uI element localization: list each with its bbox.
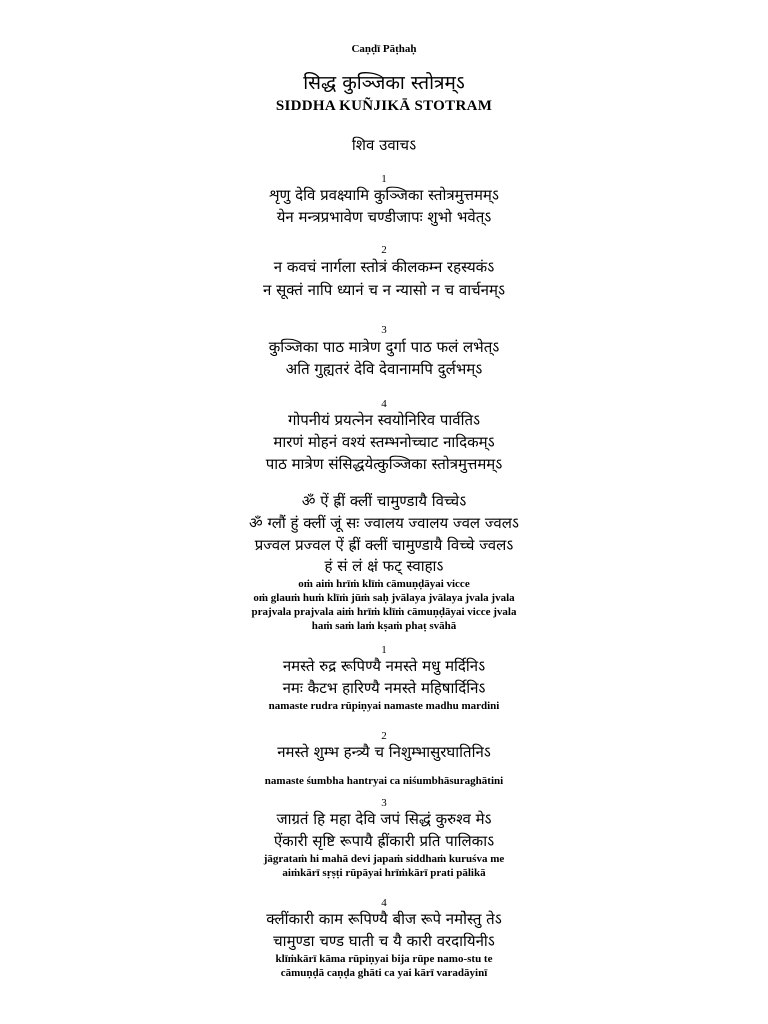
verse-line: ऐंकारी सृष्टि रूपायै ह्रींकारी प्रति पालिकाऽ <box>273 832 495 850</box>
verse-line: शृणु देवि प्रवक्ष्यामि कुञ्जिका स्तोत्रमुत्तमम्ऽ <box>269 186 499 204</box>
title-devanagari: सिद्ध कुञ्जिका स्तोत्रम्ऽ <box>303 72 465 94</box>
verse-line: नमस्ते शुम्भ हन्त्र्यै च निशुम्भासुरघातिनिऽ <box>277 743 491 761</box>
mantra-line: प्रज्वल प्रज्वल ऐं ह्रीं क्लीं चामुण्डायै विच्चे ज्वलऽ <box>254 536 514 554</box>
verse-number: 4 <box>381 398 387 410</box>
verse-number: 2 <box>381 730 387 742</box>
verse-line: पाठ मात्रेण संसिद्धयेत्कुञ्जिका स्तोत्रमुत्तमम्ऽ <box>265 455 503 473</box>
title-latin: SIDDHA KUÑJIKĀ STOTRAM <box>275 98 493 114</box>
verse-transliteration: jāgrataṁ hi mahā devi japaṁ siddhaṁ kuruśva me <box>263 853 505 865</box>
mantra-transliteration: haṁ saṁ laṁ kṣaṁ phaṭ svāhā <box>311 620 457 632</box>
shiva-uvacha: शिव उवाचऽ <box>351 136 417 154</box>
mantra-line: हं सं लं क्षं फट् स्वाहाऽ <box>324 557 444 575</box>
verse-transliteration: klīṁkārī kāma rūpiṇyai bija rūpe namo-stu te <box>275 953 493 965</box>
verse-number: 2 <box>381 244 387 256</box>
verse-line: जाग्रतं हि महा देवि जपं सिद्धं कुरुश्व मेऽ <box>276 810 492 828</box>
verse-line: मारणं मोहनं वश्यं स्तम्भनोच्चाट नादिकम्ऽ <box>273 433 495 451</box>
verse-line: येन मन्त्रप्रभावेण चण्डीजापः शुभो भवेत्ऽ <box>276 208 492 226</box>
verse-number: 3 <box>381 324 387 336</box>
verse-line: अति गुह्यतरं देवि देवानामपि दुर्लभम्ऽ <box>285 360 483 378</box>
mantra-line: ॐ ऐं ह्रीं क्लीं चामुण्डायै विच्चेऽ <box>301 492 467 510</box>
verse-line: कुञ्जिका पाठ मात्रेण दुर्गा पाठ फलं लभेत्ऽ <box>268 338 500 356</box>
mantra-transliteration: oṁ aiṁ hrīṁ klīṁ cāmuṇḍāyai vicce <box>298 578 470 590</box>
verse-line: न सूक्तं नापि ध्यानं च न न्यासो न च वार्चनम्ऽ <box>263 281 505 299</box>
mantra-transliteration: prajvala prajvala aiṁ hrīṁ klīṁ cāmuṇḍāyai vicce jvala <box>251 606 517 618</box>
verse-line: नमः कैटभ हारिण्यै नमस्ते महिषार्दिनिऽ <box>282 679 486 697</box>
page-header: Caṇḍī Pāṭhaḥ <box>351 43 417 55</box>
verse-line: नमस्ते रुद्र रूपिण्यै नमस्ते मधु मर्दिनिऽ <box>282 657 486 675</box>
verse-number: 1 <box>381 173 387 185</box>
verse-transliteration: aiṁkārī sṛṣṭi rūpāyai hrīṁkārī prati pālikā <box>282 867 486 879</box>
mantra-line: ॐ ग्लौं हुं क्लीं जूं सः ज्वालय ज्वालय ज्वल ज्वलऽ <box>249 514 519 532</box>
verse-number: 3 <box>381 797 387 809</box>
mantra-transliteration: oṁ glauṁ huṁ klīṁ jūṁ saḥ jvālaya jvālaya jvala jvala <box>253 592 515 604</box>
verse-line: गोपनीयं प्रयत्नेन स्वयोनिरिव पार्वतिऽ <box>287 411 481 429</box>
verse-transliteration: namaste rudra rūpiṇyai namaste madhu mardini <box>268 700 500 712</box>
verse-line: क्लींकारी काम रूपिण्यै बीज रूपे नमो॓स्तु तेऽ <box>266 910 502 928</box>
verse-number: 4 <box>381 897 387 909</box>
verse-number: 1 <box>381 644 387 656</box>
verse-line: न कवचं नार्गला स्तोत्रं कीलकम्न रहस्यकंऽ <box>273 258 495 276</box>
verse-line: चामुण्डा चण्ड घाती च यै कारी वरदायिनीऽ <box>273 932 495 950</box>
verse-transliteration: cāmuṇḍā caṇḍa ghāti ca yai kārī varadāyinī <box>280 967 488 979</box>
verse-transliteration: namaste śumbha hantryai ca niśumbhāsuraghātini <box>264 775 504 787</box>
